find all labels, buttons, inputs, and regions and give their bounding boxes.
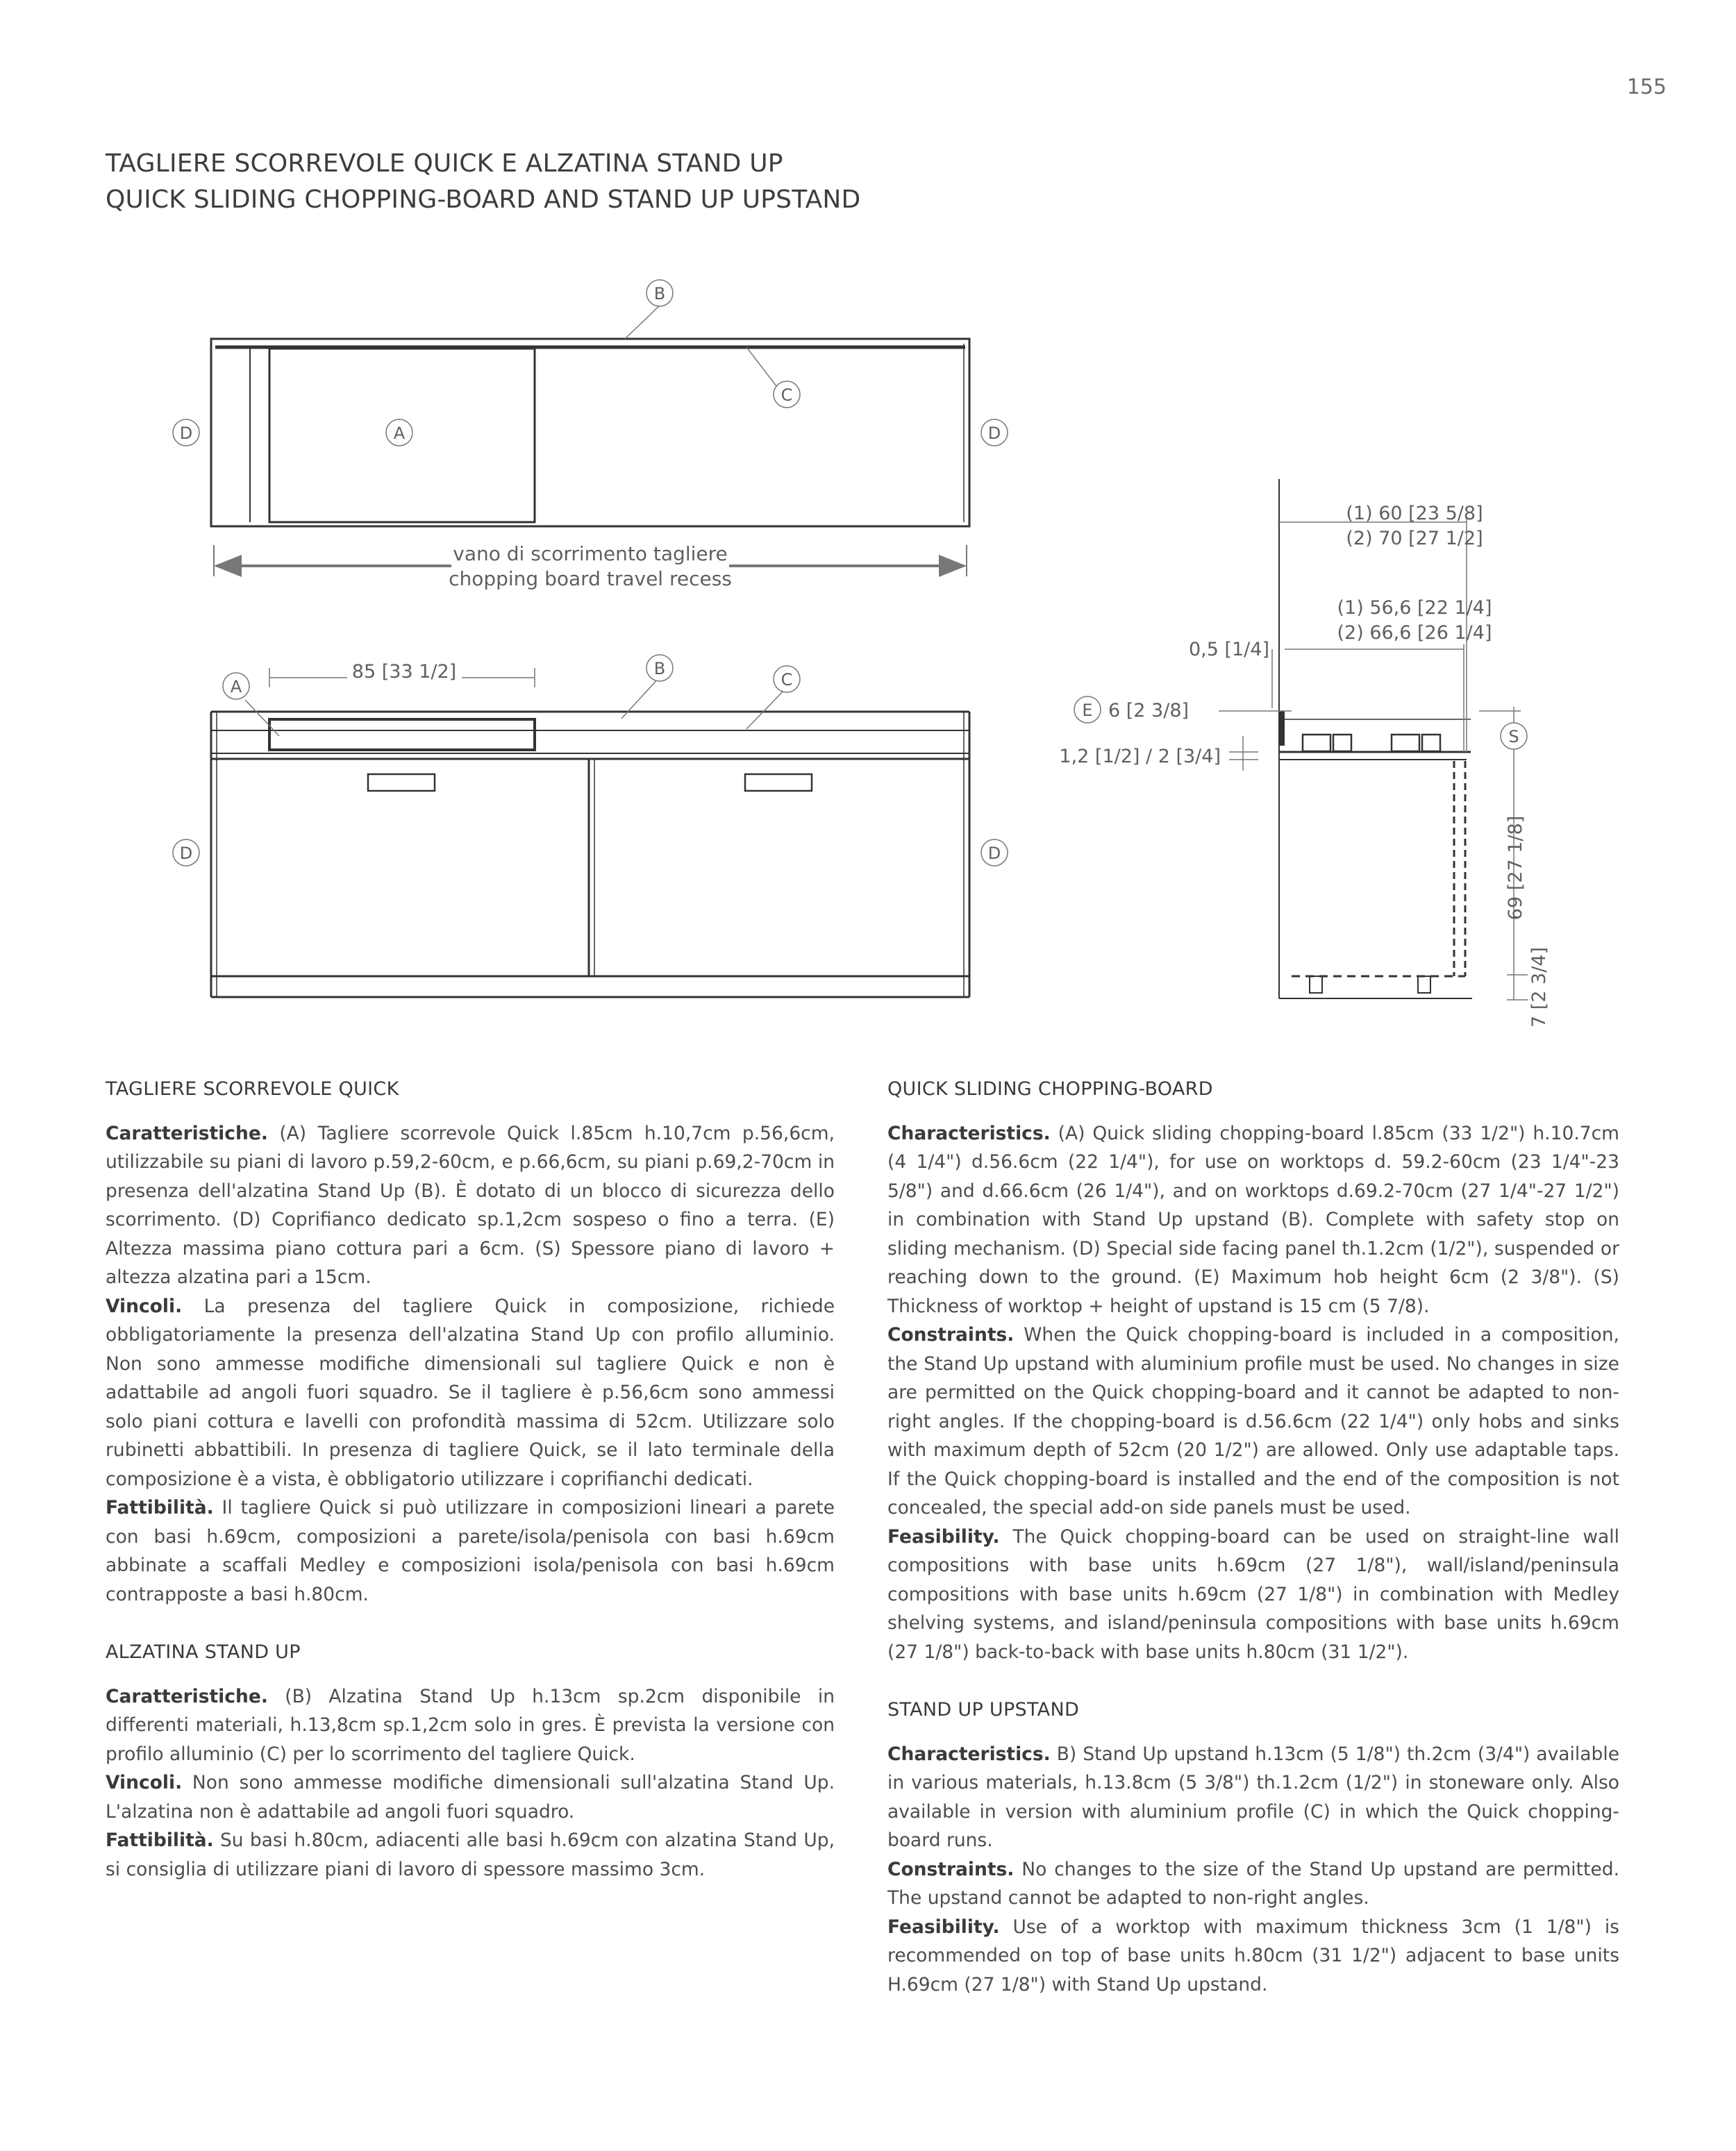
label-feasibility-it: Fattibilità. — [106, 1497, 214, 1518]
marker-c-plan — [774, 381, 800, 408]
svg-text:A: A — [393, 424, 406, 443]
label-standup-constraints-en: Constraints. — [887, 1858, 1015, 1880]
marker-a-front — [223, 673, 249, 699]
board-width-dimension — [269, 661, 535, 687]
gap-label: 0,5 [1/4] — [1188, 639, 1269, 660]
depth-1-label: (1) 60 [23 5/8] — [1346, 503, 1483, 524]
label-feasibility-en: Feasibility. — [887, 1525, 1000, 1548]
label-standup-characteristics-en: Characteristics. — [887, 1743, 1051, 1765]
svg-text:A: A — [230, 677, 242, 696]
front-view — [211, 712, 969, 997]
text-standup-constraints-en: No changes to the size of the Stand Up upstand are permitted. The upstand cannot be adapted to non-right angles. — [887, 1858, 1619, 1909]
italian-column — [106, 1075, 835, 1884]
text-standup-constraints-it: Non sono ammesse modifiche dimensionali sull'alzatina Stand Up. L'alzatina non è adattabile ad angoli fuori squadro. — [106, 1772, 835, 1823]
label-standup-characteristics-it: Caratteristiche. — [106, 1685, 268, 1707]
text-constraints-en: When the Quick chopping-board is included in a composition, the Stand Up upstand with aluminium profile must be used. No changes in size are permitted on the Quick chopping-board and it cannot be adapted to non-right angles. If the chopping-board is d.56.6cm (22 1/4") only hobs and sinks with maximum depth of 52cm (20 1/2") are allowed. Only use adaptable taps. If the Quick chopping-board is installed and the end of the composition is not concealed, the special add-on side panels must be used. — [887, 1324, 1619, 1518]
label-constraints-it: Vincoli. — [106, 1295, 183, 1317]
svg-text:D: D — [179, 424, 193, 443]
text-standup-feasibility-it: Su basi h.80cm, adiacenti alle basi h.69cm con alzatina Stand Up, si consiglia di utilizzare piani di lavoro di spessore massimo 3cm. — [106, 1830, 835, 1880]
page-number: 155 — [1626, 75, 1667, 99]
travel-recess-dimension — [214, 542, 967, 590]
section-view — [1279, 479, 1472, 998]
plinth-height-label: 7 [2 3/4] — [1528, 946, 1550, 1028]
technical-drawing — [0, 0, 1736, 1041]
paragraph-standup-characteristics-it — [106, 1682, 835, 1769]
marker-d-front-left — [173, 839, 199, 866]
section-title-standup-it: ALZATINA STAND UP — [106, 1641, 301, 1663]
svg-text:B: B — [653, 659, 666, 678]
svg-text:D: D — [987, 424, 1001, 443]
hob-height-label: 6 [2 3/8] — [1108, 700, 1190, 721]
title-italian: TAGLIERE SCORREVOLE QUICK E ALZATINA STAND UP — [106, 149, 783, 178]
base-height-label: 69 [27 1/8] — [1505, 815, 1526, 921]
paragraph-feasibility-en — [887, 1523, 1619, 1667]
marker-c-front — [774, 666, 800, 692]
travel-recess-it: vano di scorrimento tagliere — [453, 542, 728, 565]
paragraph-standup-feasibility-en — [887, 1913, 1619, 2000]
label-standup-constraints-it: Vincoli. — [106, 1772, 183, 1793]
label-standup-feasibility-en: Feasibility. — [887, 1916, 1000, 1938]
text-standup-characteristics-en: B) Stand Up upstand h.13cm (5 1/8") th.2cm (3/4") available in various materials, h.13.8cm (5 3/8") th.1.2cm (1/2") in stoneware only. Also available in version with aluminium profile (C) in which the Quick chopping-board runs. — [887, 1743, 1619, 1851]
label-characteristics-en: Characteristics. — [887, 1122, 1051, 1144]
paragraph-standup-constraints-en — [887, 1855, 1619, 1913]
paragraph-standup-characteristics-en — [887, 1740, 1619, 1855]
marker-a-plan — [386, 419, 412, 446]
plan-view — [211, 339, 969, 526]
depth-2-label: (2) 70 [27 1/2] — [1346, 528, 1483, 549]
section-title-standup-en: STAND UP UPSTAND — [887, 1699, 1080, 1721]
text-feasibility-en: The Quick chopping-board can be used on straight-line wall compositions with base units h.69cm (27 1/8"), wall/island/peninsula compositions with base units h.69cm (27 1/8") in combination with Medley shelving systems, and island/peninsula compositions with base units h.69cm (27 1/8") back-to-back with base units h.80cm (31 1/2"). — [887, 1525, 1619, 1663]
svg-text:S: S — [1508, 727, 1519, 746]
english-column — [887, 1075, 1619, 1999]
section-title-quick-en: QUICK SLIDING CHOPPING-BOARD — [887, 1078, 1213, 1100]
paragraph-standup-feasibility-it — [106, 1826, 835, 1884]
title-english: QUICK SLIDING CHOPPING-BOARD AND STAND UP UPSTAND — [106, 185, 861, 214]
board-width-label: 85 [33 1/2] — [351, 661, 457, 683]
label-characteristics-it: Caratteristiche. — [106, 1122, 268, 1144]
svg-text:D: D — [987, 844, 1001, 863]
paragraph-constraints-it — [106, 1292, 835, 1494]
board-depth-1-label: (1) 56,6 [22 1/4] — [1337, 597, 1492, 619]
svg-text:D: D — [179, 844, 193, 863]
worktop-thickness-label: 1,2 [1/2] / 2 [3/4] — [1059, 746, 1221, 767]
svg-text:E: E — [1082, 701, 1093, 720]
section-title-quick-it: TAGLIERE SCORREVOLE QUICK — [106, 1078, 399, 1100]
marker-d-plan-left — [173, 419, 199, 446]
marker-b-plan — [646, 280, 673, 306]
paragraph-characteristics-it — [106, 1119, 835, 1292]
marker-d-plan-right — [981, 419, 1008, 446]
text-feasibility-it: Il tagliere Quick si può utilizzare in composizioni lineari a parete con basi h.69cm, composizioni a parete/isola/penisola con basi h.69cm abbinate a scaffali Medley e composizioni isola/penisola con basi h.69cm contrapposte a basi h.80cm. — [106, 1497, 835, 1605]
front-leaders — [245, 677, 787, 736]
svg-text:B: B — [653, 284, 666, 303]
text-constraints-it: La presenza del tagliere Quick in composizione, richiede obbligatoriamente la presenza dell'alzatina Stand Up con profilo alluminio. Non sono ammesse modifiche dimensionali sul tagliere Quick e non è adattabile ad angoli fuori squadro. Se il tagliere è p.56,6cm sono ammessi solo piani cottura e lavelli con profondità massima di 52cm. Utilizzare solo rubinetti abbattibili. In presenza di tagliere Quick, se il lato terminale della composizione è a vista, è obbligatorio utilizzare i coprifianchi dedicati. — [106, 1295, 835, 1490]
svg-text:C: C — [781, 670, 793, 689]
marker-s — [1501, 723, 1527, 749]
paragraph-feasibility-it — [106, 1493, 835, 1609]
paragraph-standup-constraints-it — [106, 1768, 835, 1826]
marker-d-front-right — [981, 839, 1008, 866]
marker-e — [1074, 696, 1101, 723]
text-standup-feasibility-en: Use of a worktop with maximum thickness 3cm (1 1/8") is recommended on top of base units h.80cm (31 1/2") adjacent to base units H.69cm (27 1/8") with Stand Up upstand. — [887, 1916, 1619, 1995]
label-constraints-en: Constraints. — [887, 1324, 1015, 1346]
paragraph-constraints-en — [887, 1321, 1619, 1523]
svg-text:C: C — [781, 385, 793, 405]
board-depth-2-label: (2) 66,6 [26 1/4] — [1337, 622, 1492, 644]
label-standup-feasibility-it: Fattibilità. — [106, 1830, 214, 1851]
text-characteristics-it: (A) Tagliere scorrevole Quick l.85cm h.10,7cm p.56,6cm, utilizzabile su piani di lavoro p.59,2-60cm, e p.66,6cm, su piani p.69,2-70cm in presenza dell'alzatina Stand Up (B). È dotato di un blocco di sicurezza dello scorrimento. (D) Coprifianco dedicato sp.1,2cm sospeso o fino a terra. (E) Altezza massima piano cottura pari a 6cm. (S) Spessore piano di lavoro + altezza alzatina pari a 15cm. — [106, 1122, 835, 1288]
text-characteristics-en: (A) Quick sliding chopping-board l.85cm (33 1/2") h.10.7cm (4 1/4") d.56.6cm (22 1/4"), for use on worktops d. 59.2-60cm (23 1/4"-23 5/8") and d.66.6cm (26 1/4"), and on worktops d.69.2-70cm (27 1/4"-27 1/2") in combination with Stand Up upstand (B). Complete with safety stop on sliding mechanism. (D) Special side facing panel th.1.2cm (1/2"), suspended or reaching down to the ground. (E) Maximum hob height 6cm (2 3/8"). (S) Thickness of worktop + height of upstand is 15 cm (5 7/8). — [887, 1122, 1619, 1317]
section-dimensions — [1219, 517, 1528, 1000]
marker-b-front — [646, 655, 673, 681]
section-labels — [1059, 503, 1550, 1028]
travel-recess-en: chopping board travel recess — [449, 567, 732, 590]
text-standup-characteristics-it: (B) Alzatina Stand Up h.13cm sp.2cm disponibile in differenti materiali, h.13,8cm sp.1,2cm solo in gres. È prevista la versione con profilo alluminio (C) per lo scorrimento del tagliere Quick. — [106, 1685, 835, 1765]
paragraph-characteristics-en — [887, 1119, 1619, 1321]
